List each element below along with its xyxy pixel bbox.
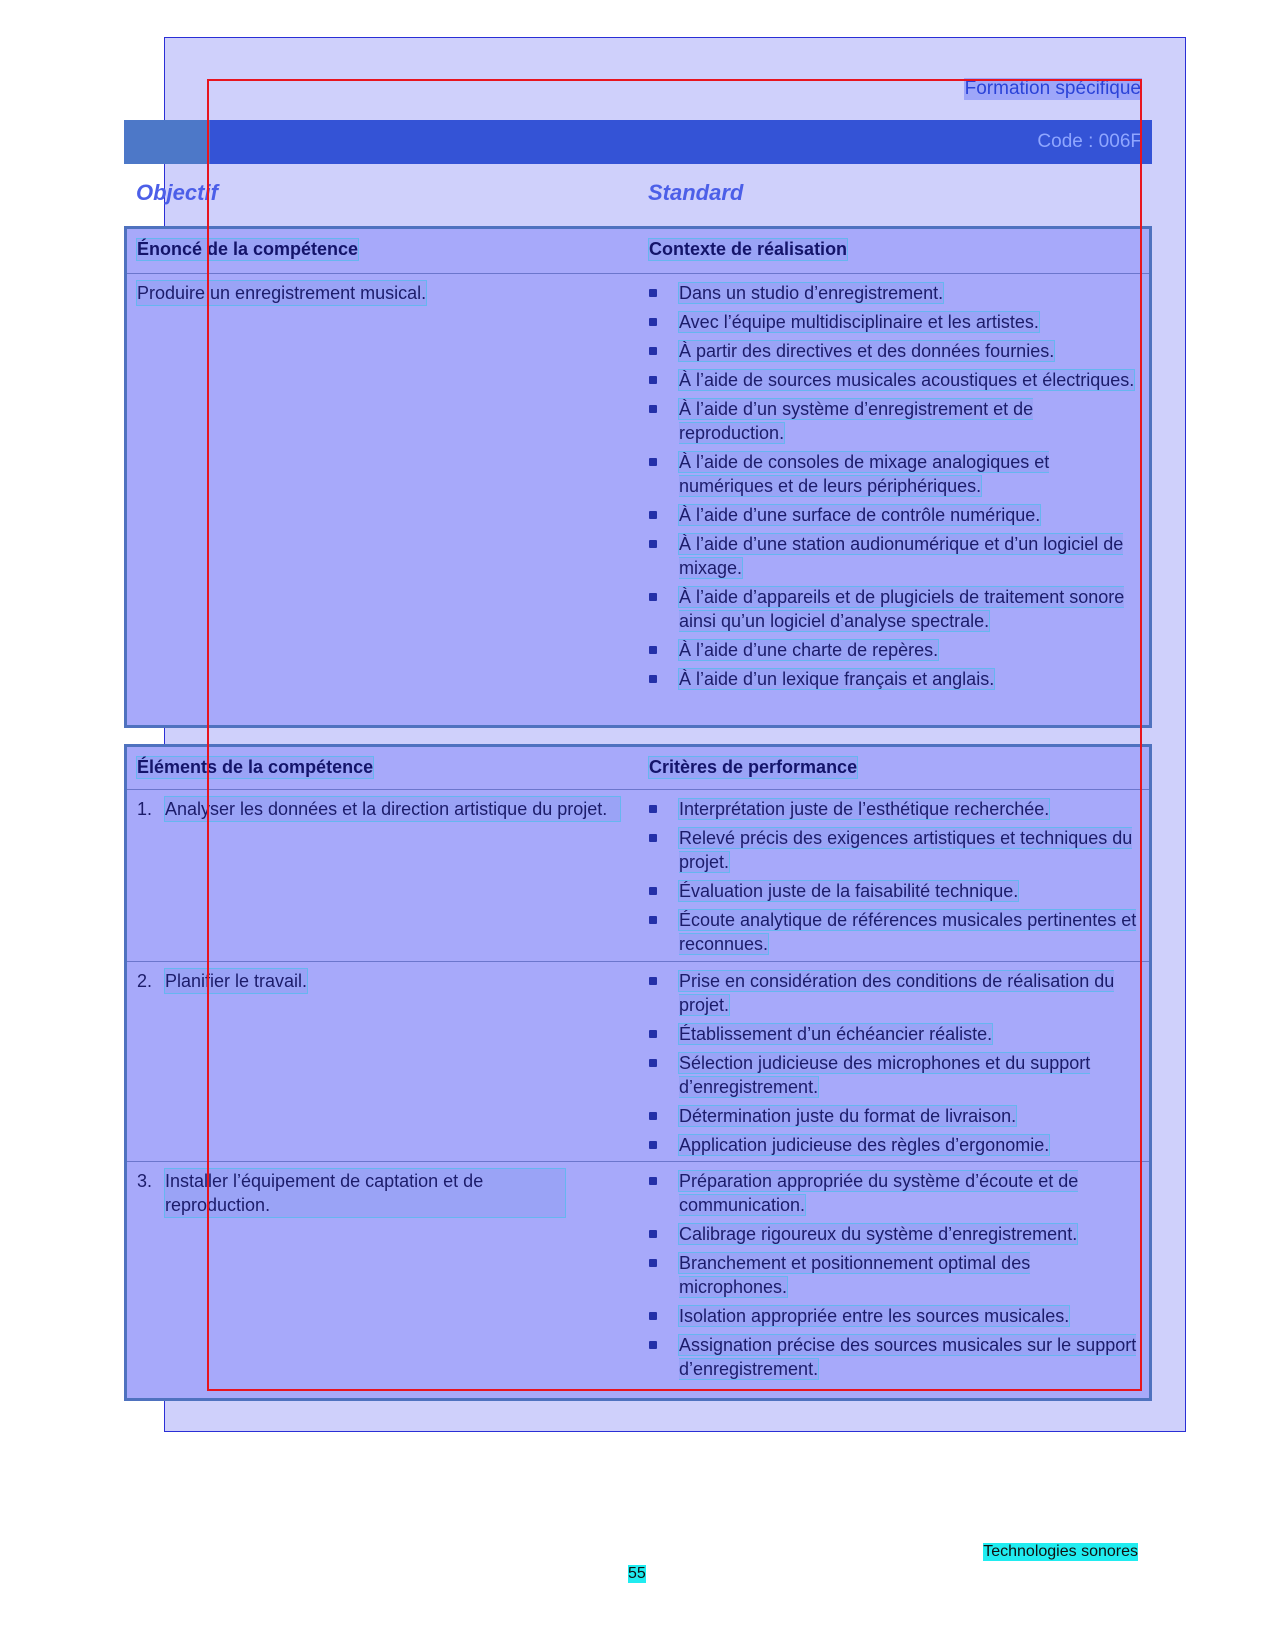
list-item [649, 638, 1139, 662]
list-item-text: À l’aide d’une station audionumérique et d’un logiciel de mixage. [679, 534, 1124, 578]
bullet-icon [649, 593, 657, 601]
bullet-icon [649, 511, 657, 519]
list-item [649, 339, 1139, 363]
contexte-list [649, 281, 1139, 696]
list-item-text: Évaluation juste de la faisabilité technique. [679, 881, 1019, 901]
bullet-icon [649, 1112, 657, 1120]
bullet-icon [649, 834, 657, 842]
code-band [124, 120, 1152, 164]
footer-program: Technologies sonores [983, 1543, 1138, 1560]
list-item-text: Détermination juste du format de livraison. [679, 1106, 1017, 1126]
list-item-text: Avec l’équipe multidisciplinaire et les artistes. [679, 312, 1039, 332]
element-text: Planifier le travail. [165, 971, 308, 991]
bullet-icon [649, 540, 657, 548]
list-item [649, 797, 1139, 821]
bullet-icon [649, 1259, 657, 1267]
list-item-text: À partir des directives et des données fournies. [679, 341, 1055, 361]
bullet-icon [649, 675, 657, 683]
header-divider [127, 273, 1149, 274]
list-item-text: Relevé précis des exigences artistiques et techniques du projet. [679, 828, 1133, 872]
list-item [649, 1304, 1139, 1328]
list-item [649, 450, 1139, 498]
bullet-icon [649, 458, 657, 466]
bullet-icon [649, 376, 657, 384]
bullet-icon [649, 1059, 657, 1067]
list-item [649, 908, 1139, 956]
col-header-enonce: Énoncé de la compétence [137, 239, 359, 259]
element-number: 2. [137, 971, 153, 991]
row-divider [127, 961, 1149, 962]
bullet-icon [649, 1177, 657, 1185]
list-item [649, 1333, 1139, 1381]
list-item [649, 368, 1139, 392]
list-item [649, 585, 1139, 633]
list-item-text: À l’aide de consoles de mixage analogiques et numériques et de leurs périphériques. [679, 452, 1050, 496]
bullet-icon [649, 405, 657, 413]
col-header-criteres: Critères de performance [649, 757, 858, 777]
list-item [649, 879, 1139, 903]
list-item-text: Assignation précise des sources musicales sur le support d’enregistrement. [679, 1335, 1137, 1379]
col-header-contexte: Contexte de réalisation [649, 239, 848, 259]
competence-statement: Produire un enregistrement musical. [137, 283, 427, 303]
criteres-list [649, 1169, 1139, 1386]
list-item-text: Isolation appropriée entre les sources musicales. [679, 1306, 1070, 1326]
list-item-text: Branchement et positionnement optimal des microphones. [679, 1253, 1031, 1297]
objectif-heading: Objectif [136, 180, 218, 205]
element-number: 3. [137, 1171, 153, 1191]
code-label: Code : 006F [1037, 131, 1142, 152]
list-item [649, 1169, 1139, 1217]
list-item [649, 1022, 1139, 1046]
row-divider [127, 1161, 1149, 1162]
criteres-list [649, 797, 1139, 961]
bullet-icon [649, 289, 657, 297]
page-title: Formation spécifique [964, 78, 1141, 99]
list-item-text: À l’aide de sources musicales acoustiques et électriques. [679, 370, 1135, 390]
bullet-icon [649, 347, 657, 355]
element-number: 1. [137, 799, 153, 819]
list-item [649, 310, 1139, 334]
list-item-text: À l’aide d’un système d’enregistrement et de reproduction. [679, 399, 1034, 443]
list-item-text: Préparation appropriée du système d’écoute et de communication. [679, 1171, 1079, 1215]
list-item [649, 667, 1139, 691]
bullet-icon [649, 1312, 657, 1320]
list-item-text: Application judicieuse des règles d’ergonomie. [679, 1135, 1050, 1155]
list-item [649, 532, 1139, 580]
list-item-text: Sélection judicieuse des microphones et du support d’enregistrement. [679, 1053, 1091, 1097]
list-item [649, 1222, 1139, 1246]
elements-table [124, 744, 1152, 1401]
list-item-text: Prise en considération des conditions de réalisation du projet. [679, 971, 1115, 1015]
competence-table [124, 226, 1152, 728]
element-text: Analyser les données et la direction artistique du projet. [165, 797, 620, 821]
standard-heading: Standard [648, 180, 744, 205]
list-item [649, 969, 1139, 1017]
list-item-text: À l’aide d’un lexique français et anglais. [679, 669, 995, 689]
list-item-text: Calibrage rigoureux du système d’enregistrement. [679, 1224, 1078, 1244]
element-text: Installer l’équipement de captation et de reproduction. [165, 1169, 565, 1217]
list-item [649, 281, 1139, 305]
list-item [649, 1104, 1139, 1128]
bullet-icon [649, 916, 657, 924]
list-item-text: Interprétation juste de l’esthétique recherchée. [679, 799, 1050, 819]
list-item-text: À l’aide d’une charte de repères. [679, 640, 939, 660]
list-item-text: Dans un studio d’enregistrement. [679, 283, 944, 303]
col-header-elements: Éléments de la compétence [137, 757, 374, 777]
list-item [649, 1251, 1139, 1299]
list-item [649, 826, 1139, 874]
list-item [649, 1051, 1139, 1099]
bullet-icon [649, 1230, 657, 1238]
list-item [649, 503, 1139, 527]
bullet-icon [649, 646, 657, 654]
bullet-icon [649, 318, 657, 326]
bullet-icon [649, 1030, 657, 1038]
bullet-icon [649, 1341, 657, 1349]
list-item-text: À l’aide d’appareils et de plugiciels de traitement sonore ainsi qu’un logiciel d’analyse spectrale. [679, 587, 1125, 631]
bullet-icon [649, 887, 657, 895]
list-item-text: À l’aide d’une surface de contrôle numérique. [679, 505, 1041, 525]
list-item [649, 397, 1139, 445]
list-item [649, 1133, 1139, 1157]
page-number: 55 [628, 1565, 646, 1582]
list-item-text: Écoute analytique de références musicales pertinentes et reconnues. [679, 910, 1137, 954]
bullet-icon [649, 805, 657, 813]
bullet-icon [649, 977, 657, 985]
bullet-icon [649, 1141, 657, 1149]
list-item-text: Établissement d’un échéancier réaliste. [679, 1024, 993, 1044]
criteres-list [649, 969, 1139, 1162]
header-divider [127, 789, 1149, 790]
